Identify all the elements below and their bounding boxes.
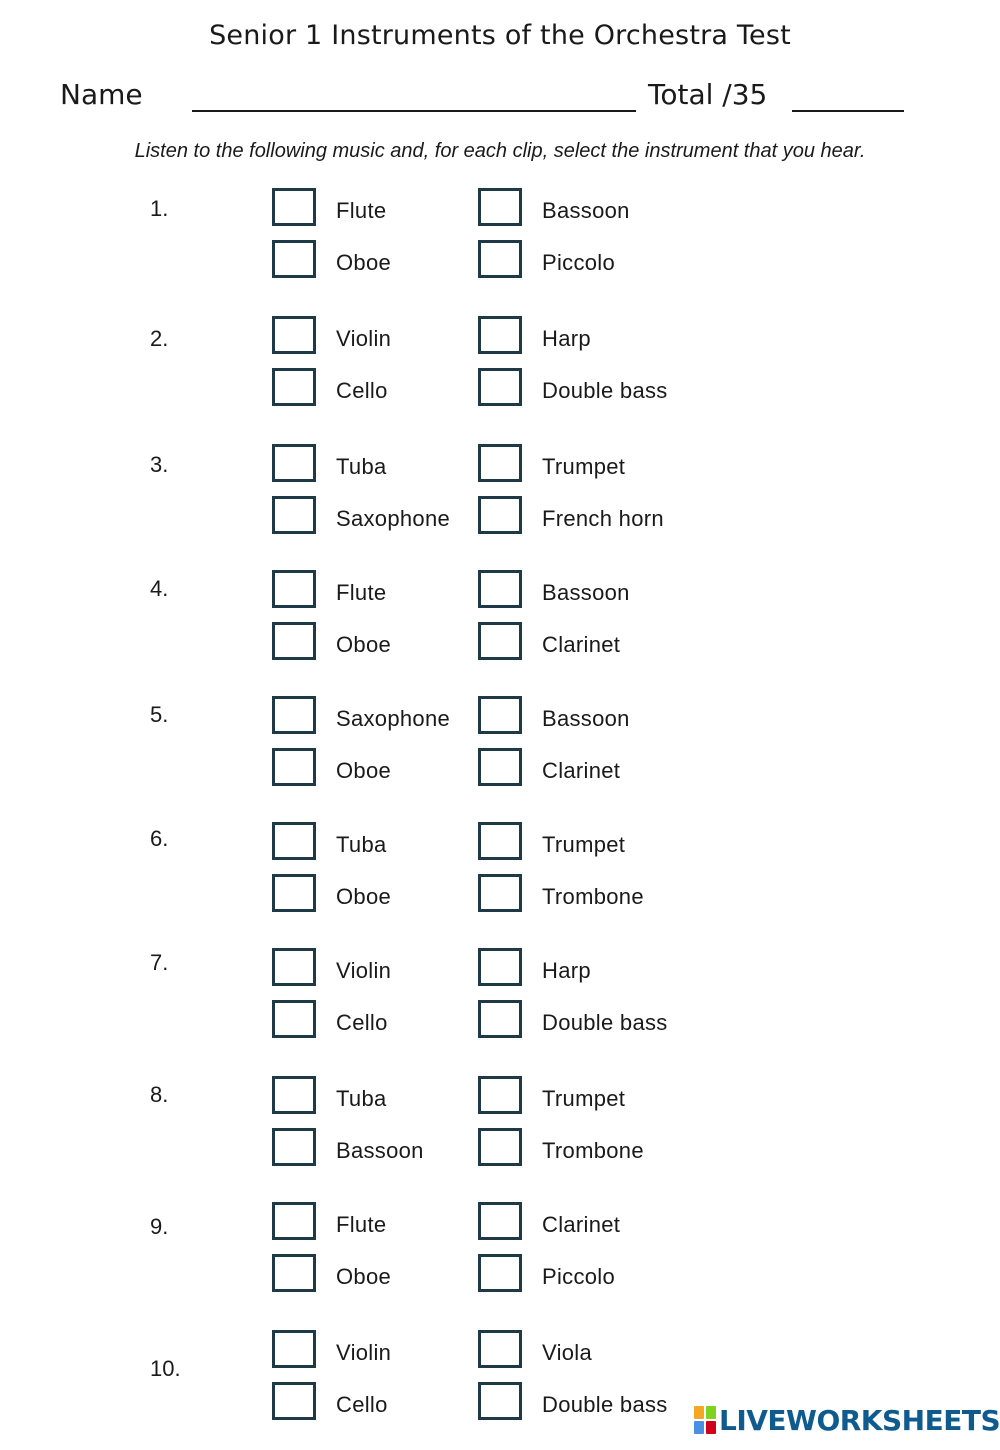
answer-checkbox[interactable] xyxy=(478,496,522,534)
answer-checkbox[interactable] xyxy=(272,696,316,734)
answer-checkbox[interactable] xyxy=(272,1254,316,1292)
answer-checkbox[interactable] xyxy=(272,874,316,912)
option-label: Tuba xyxy=(336,454,387,479)
question-number: 6. xyxy=(150,826,169,851)
answer-checkbox[interactable] xyxy=(272,240,316,278)
answer-checkbox[interactable] xyxy=(478,1382,522,1420)
option-harp[interactable] xyxy=(478,948,698,992)
option-label: Clarinet xyxy=(542,758,621,783)
answer-checkbox[interactable] xyxy=(478,1000,522,1038)
option-saxophone[interactable] xyxy=(272,696,492,740)
answer-checkbox[interactable] xyxy=(272,444,316,482)
answer-checkbox[interactable] xyxy=(272,748,316,786)
answer-checkbox[interactable] xyxy=(478,822,522,860)
option-label: Double bass xyxy=(542,1392,668,1417)
answer-checkbox[interactable] xyxy=(272,496,316,534)
option-label: Clarinet xyxy=(542,1212,621,1237)
answer-checkbox[interactable] xyxy=(478,1202,522,1240)
option-oboe[interactable] xyxy=(272,240,492,284)
answer-checkbox[interactable] xyxy=(272,622,316,660)
answer-checkbox[interactable] xyxy=(272,822,316,860)
option-label: Flute xyxy=(336,580,387,605)
answer-checkbox[interactable] xyxy=(272,1000,316,1038)
answer-checkbox[interactable] xyxy=(478,948,522,986)
question-9 xyxy=(0,1202,1000,1322)
name-field[interactable] xyxy=(192,110,636,112)
option-flute[interactable] xyxy=(272,1202,492,1246)
option-label: Oboe xyxy=(336,250,392,275)
option-label: Trombone xyxy=(542,884,644,909)
answer-checkbox[interactable] xyxy=(478,1254,522,1292)
question-number: 2. xyxy=(150,326,169,351)
answer-checkbox[interactable] xyxy=(272,1330,316,1368)
question-3 xyxy=(0,444,1000,564)
option-label: Double bass xyxy=(542,378,668,403)
option-tuba[interactable] xyxy=(272,822,492,866)
answer-checkbox[interactable] xyxy=(272,1382,316,1420)
option-saxophone[interactable] xyxy=(272,496,492,540)
logo-cell xyxy=(694,1406,704,1419)
option-label: Oboe xyxy=(336,758,392,783)
question-number: 7. xyxy=(150,950,169,975)
option-violin[interactable] xyxy=(272,1330,492,1374)
option-label: Piccolo xyxy=(542,1264,616,1289)
option-label: Tuba xyxy=(336,1086,387,1111)
option-oboe[interactable] xyxy=(272,874,492,918)
option-bassoon[interactable] xyxy=(478,188,698,232)
option-label: Tuba xyxy=(336,832,387,857)
option-bassoon[interactable] xyxy=(478,570,698,614)
logo-text: LIVEWORKSHEETS xyxy=(719,1403,1000,1437)
option-label: Flute xyxy=(336,1212,387,1237)
option-tuba[interactable] xyxy=(272,444,492,488)
question-4 xyxy=(0,570,1000,690)
option-label: Saxophone xyxy=(336,706,451,731)
page-title: Senior 1 Instruments of the Orchestra Test xyxy=(209,20,791,51)
option-viola[interactable] xyxy=(478,1330,698,1374)
answer-checkbox[interactable] xyxy=(478,570,522,608)
option-harp[interactable] xyxy=(478,316,698,360)
question-2 xyxy=(0,316,1000,436)
option-trumpet[interactable] xyxy=(478,1076,698,1120)
question-number: 9. xyxy=(150,1214,169,1239)
option-double-bass[interactable] xyxy=(478,1382,698,1426)
answer-checkbox[interactable] xyxy=(272,368,316,406)
instructions: Listen to the following music and, for each clip, select the instrument that you hear. xyxy=(134,140,866,162)
option-oboe[interactable] xyxy=(272,1254,492,1298)
answer-checkbox[interactable] xyxy=(272,570,316,608)
answer-checkbox[interactable] xyxy=(272,948,316,986)
answer-checkbox[interactable] xyxy=(272,188,316,226)
question-1 xyxy=(0,188,1000,308)
option-label: Trumpet xyxy=(542,1086,626,1111)
answer-checkbox[interactable] xyxy=(478,622,522,660)
option-label: Violin xyxy=(336,326,392,351)
answer-checkbox[interactable] xyxy=(478,316,522,354)
question-7 xyxy=(0,948,1000,1068)
option-piccolo[interactable] xyxy=(478,1254,698,1298)
liveworksheets-logo-icon xyxy=(694,1406,716,1434)
question-number: 5. xyxy=(150,702,169,727)
option-cello[interactable] xyxy=(272,368,492,412)
option-label: Cello xyxy=(336,1010,388,1035)
option-label: Trombone xyxy=(542,1138,644,1163)
option-label: Bassoon xyxy=(542,198,630,223)
option-clarinet[interactable] xyxy=(478,622,698,666)
option-cello[interactable] xyxy=(272,1382,492,1426)
option-bassoon[interactable] xyxy=(272,1128,492,1172)
option-flute[interactable] xyxy=(272,570,492,614)
option-label: Piccolo xyxy=(542,250,616,275)
answer-checkbox[interactable] xyxy=(272,316,316,354)
option-clarinet[interactable] xyxy=(478,748,698,792)
answer-checkbox[interactable] xyxy=(478,240,522,278)
answer-checkbox[interactable] xyxy=(478,748,522,786)
option-label: Oboe xyxy=(336,1264,392,1289)
answer-checkbox[interactable] xyxy=(478,188,522,226)
answer-checkbox[interactable] xyxy=(478,444,522,482)
answer-checkbox[interactable] xyxy=(478,1128,522,1166)
question-8 xyxy=(0,1076,1000,1196)
option-trumpet[interactable] xyxy=(478,822,698,866)
name-row xyxy=(60,78,920,118)
name-label: Name xyxy=(60,78,143,111)
option-label: Trumpet xyxy=(542,454,626,479)
option-violin[interactable] xyxy=(272,316,492,360)
question-number: 4. xyxy=(150,576,169,601)
option-double-bass[interactable] xyxy=(478,368,698,412)
answer-checkbox[interactable] xyxy=(478,1330,522,1368)
option-label: French horn xyxy=(542,506,664,531)
total-label: Total /35 xyxy=(648,78,768,111)
option-oboe[interactable] xyxy=(272,622,492,666)
option-flute[interactable] xyxy=(272,188,492,232)
logo-cell xyxy=(706,1421,716,1434)
option-label: Clarinet xyxy=(542,632,621,657)
question-number: 10. xyxy=(150,1356,181,1381)
option-french-horn[interactable] xyxy=(478,496,698,540)
answer-checkbox[interactable] xyxy=(478,696,522,734)
option-clarinet[interactable] xyxy=(478,1202,698,1246)
option-label: Saxophone xyxy=(336,506,451,531)
option-label: Double bass xyxy=(542,1010,668,1035)
option-cello[interactable] xyxy=(272,1000,492,1044)
answer-checkbox[interactable] xyxy=(478,1076,522,1114)
question-number: 1. xyxy=(150,196,169,221)
option-oboe[interactable] xyxy=(272,748,492,792)
option-label: Harp xyxy=(542,958,591,983)
answer-checkbox[interactable] xyxy=(272,1128,316,1166)
option-label: Harp xyxy=(542,326,591,351)
option-label: Trumpet xyxy=(542,832,626,857)
logo-cell xyxy=(706,1406,716,1419)
logo-cell xyxy=(694,1421,704,1434)
option-label: Flute xyxy=(336,198,387,223)
question-6 xyxy=(0,822,1000,942)
option-label: Violin xyxy=(336,958,392,983)
total-field[interactable] xyxy=(792,110,904,112)
option-bassoon[interactable] xyxy=(478,696,698,740)
option-label: Cello xyxy=(336,1392,388,1417)
option-trombone[interactable] xyxy=(478,1128,698,1172)
option-label: Oboe xyxy=(336,884,392,909)
option-tuba[interactable] xyxy=(272,1076,492,1120)
option-double-bass[interactable] xyxy=(478,1000,698,1044)
answer-checkbox[interactable] xyxy=(478,368,522,406)
option-violin[interactable] xyxy=(272,948,492,992)
option-label: Cello xyxy=(336,378,388,403)
option-piccolo[interactable] xyxy=(478,240,698,284)
answer-checkbox[interactable] xyxy=(272,1202,316,1240)
option-label: Oboe xyxy=(336,632,392,657)
question-5 xyxy=(0,696,1000,816)
option-label: Bassoon xyxy=(336,1138,424,1163)
answer-checkbox[interactable] xyxy=(478,874,522,912)
answer-checkbox[interactable] xyxy=(272,1076,316,1114)
option-label: Violin xyxy=(336,1340,392,1365)
option-trombone[interactable] xyxy=(478,874,698,918)
option-label: Bassoon xyxy=(542,580,630,605)
liveworksheets-logo xyxy=(694,1402,1000,1438)
option-trumpet[interactable] xyxy=(478,444,698,488)
option-label: Viola xyxy=(542,1340,593,1365)
question-number: 8. xyxy=(150,1082,169,1107)
question-number: 3. xyxy=(150,452,169,477)
option-label: Bassoon xyxy=(542,706,630,731)
